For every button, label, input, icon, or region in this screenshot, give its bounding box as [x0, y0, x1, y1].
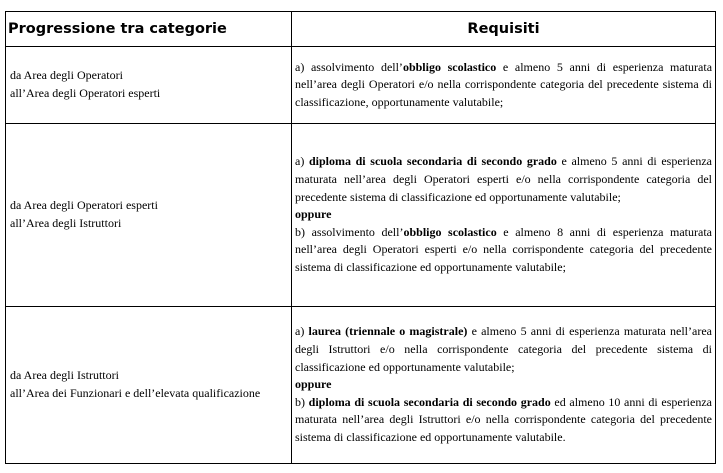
- requirement-separator: oppure: [295, 207, 332, 222]
- progression-to: all’Area degli Operatori esperti: [10, 86, 161, 100]
- table-row: [6, 124, 716, 307]
- requirement-option: [295, 153, 712, 206]
- requirement-detail: ed almeno 10 anni di esperienza maturata nell’area degli Istruttori e/o nella corrispondente categoria del precedente sistema di classificazione ed opportunamente valutabile.: [295, 394, 712, 444]
- requirements-cell: [292, 307, 716, 464]
- requirement-lead: b) assolvimento dell’: [295, 224, 404, 239]
- requirement-lead: a): [295, 154, 309, 169]
- progression-to: all’Area dei Funzionari e dell’elevata qualificazione: [10, 386, 261, 400]
- requirements-table: [5, 11, 716, 464]
- progression-cell: [6, 307, 292, 464]
- progression-cell: [6, 47, 292, 124]
- requirement-option: [295, 394, 712, 447]
- progression-from: da Area degli Istruttori: [10, 368, 119, 383]
- requirement-option: [295, 224, 712, 277]
- requirement-key-term: diploma di scuola secondaria di secondo grado: [308, 394, 551, 409]
- progression-cell: [6, 124, 292, 307]
- table-row: [6, 307, 716, 464]
- requirement-detail: e almeno 5 anni di esperienza maturata nell’area degli Operatori esperti e/o nella corrispondente categoria del precedente sistema di classificazione ed opportunamente valutabile;: [295, 154, 712, 204]
- requirements-cell: [292, 124, 716, 307]
- progression-from: da Area degli Operatori: [10, 68, 123, 83]
- requirement-lead: b): [295, 394, 309, 409]
- requirement-key-term: obbligo scolastico: [402, 59, 497, 74]
- progression-to: all’Area degli Istruttori: [10, 216, 122, 230]
- requirement-key-term: laurea (triennale o magistrale): [308, 324, 468, 339]
- requirement-key-term: obbligo scolastico: [403, 224, 497, 239]
- requirement-key-term: diploma di scuola secondaria di secondo grado: [308, 154, 557, 169]
- requirement-detail: e almeno 8 anni di esperienza maturata nell’area degli Operatori esperti e/o nella corrispondente categoria del precedente sistema di classificazione ed opportunamente valutabile;: [295, 224, 712, 274]
- header-progression: Progressione tra categorie: [6, 12, 292, 47]
- requirement-option: [295, 59, 712, 112]
- header-requirements: Requisiti: [292, 12, 716, 47]
- requirement-lead: a): [295, 324, 309, 339]
- requirement-option: [295, 323, 712, 376]
- requirement-detail: e almeno 5 anni di esperienza maturata nell’area degli Operatori e/o nella corrispondente categoria del precedente sistema di classificazione, opportunamente valutabile;: [295, 59, 713, 109]
- requirements-cell: [292, 47, 716, 124]
- table-row: [6, 47, 716, 124]
- requirement-lead: a) assolvimento dell’: [295, 59, 403, 74]
- requirement-separator: oppure: [295, 377, 332, 392]
- requirement-detail: e almeno 5 anni di esperienza maturata nell’area degli Istruttori e/o nella corrispondente categoria del precedente sistema di classificazione ed opportunamente valutabile;: [295, 324, 712, 374]
- progression-from: da Area degli Operatori esperti: [10, 198, 158, 213]
- header-row: [6, 12, 716, 47]
